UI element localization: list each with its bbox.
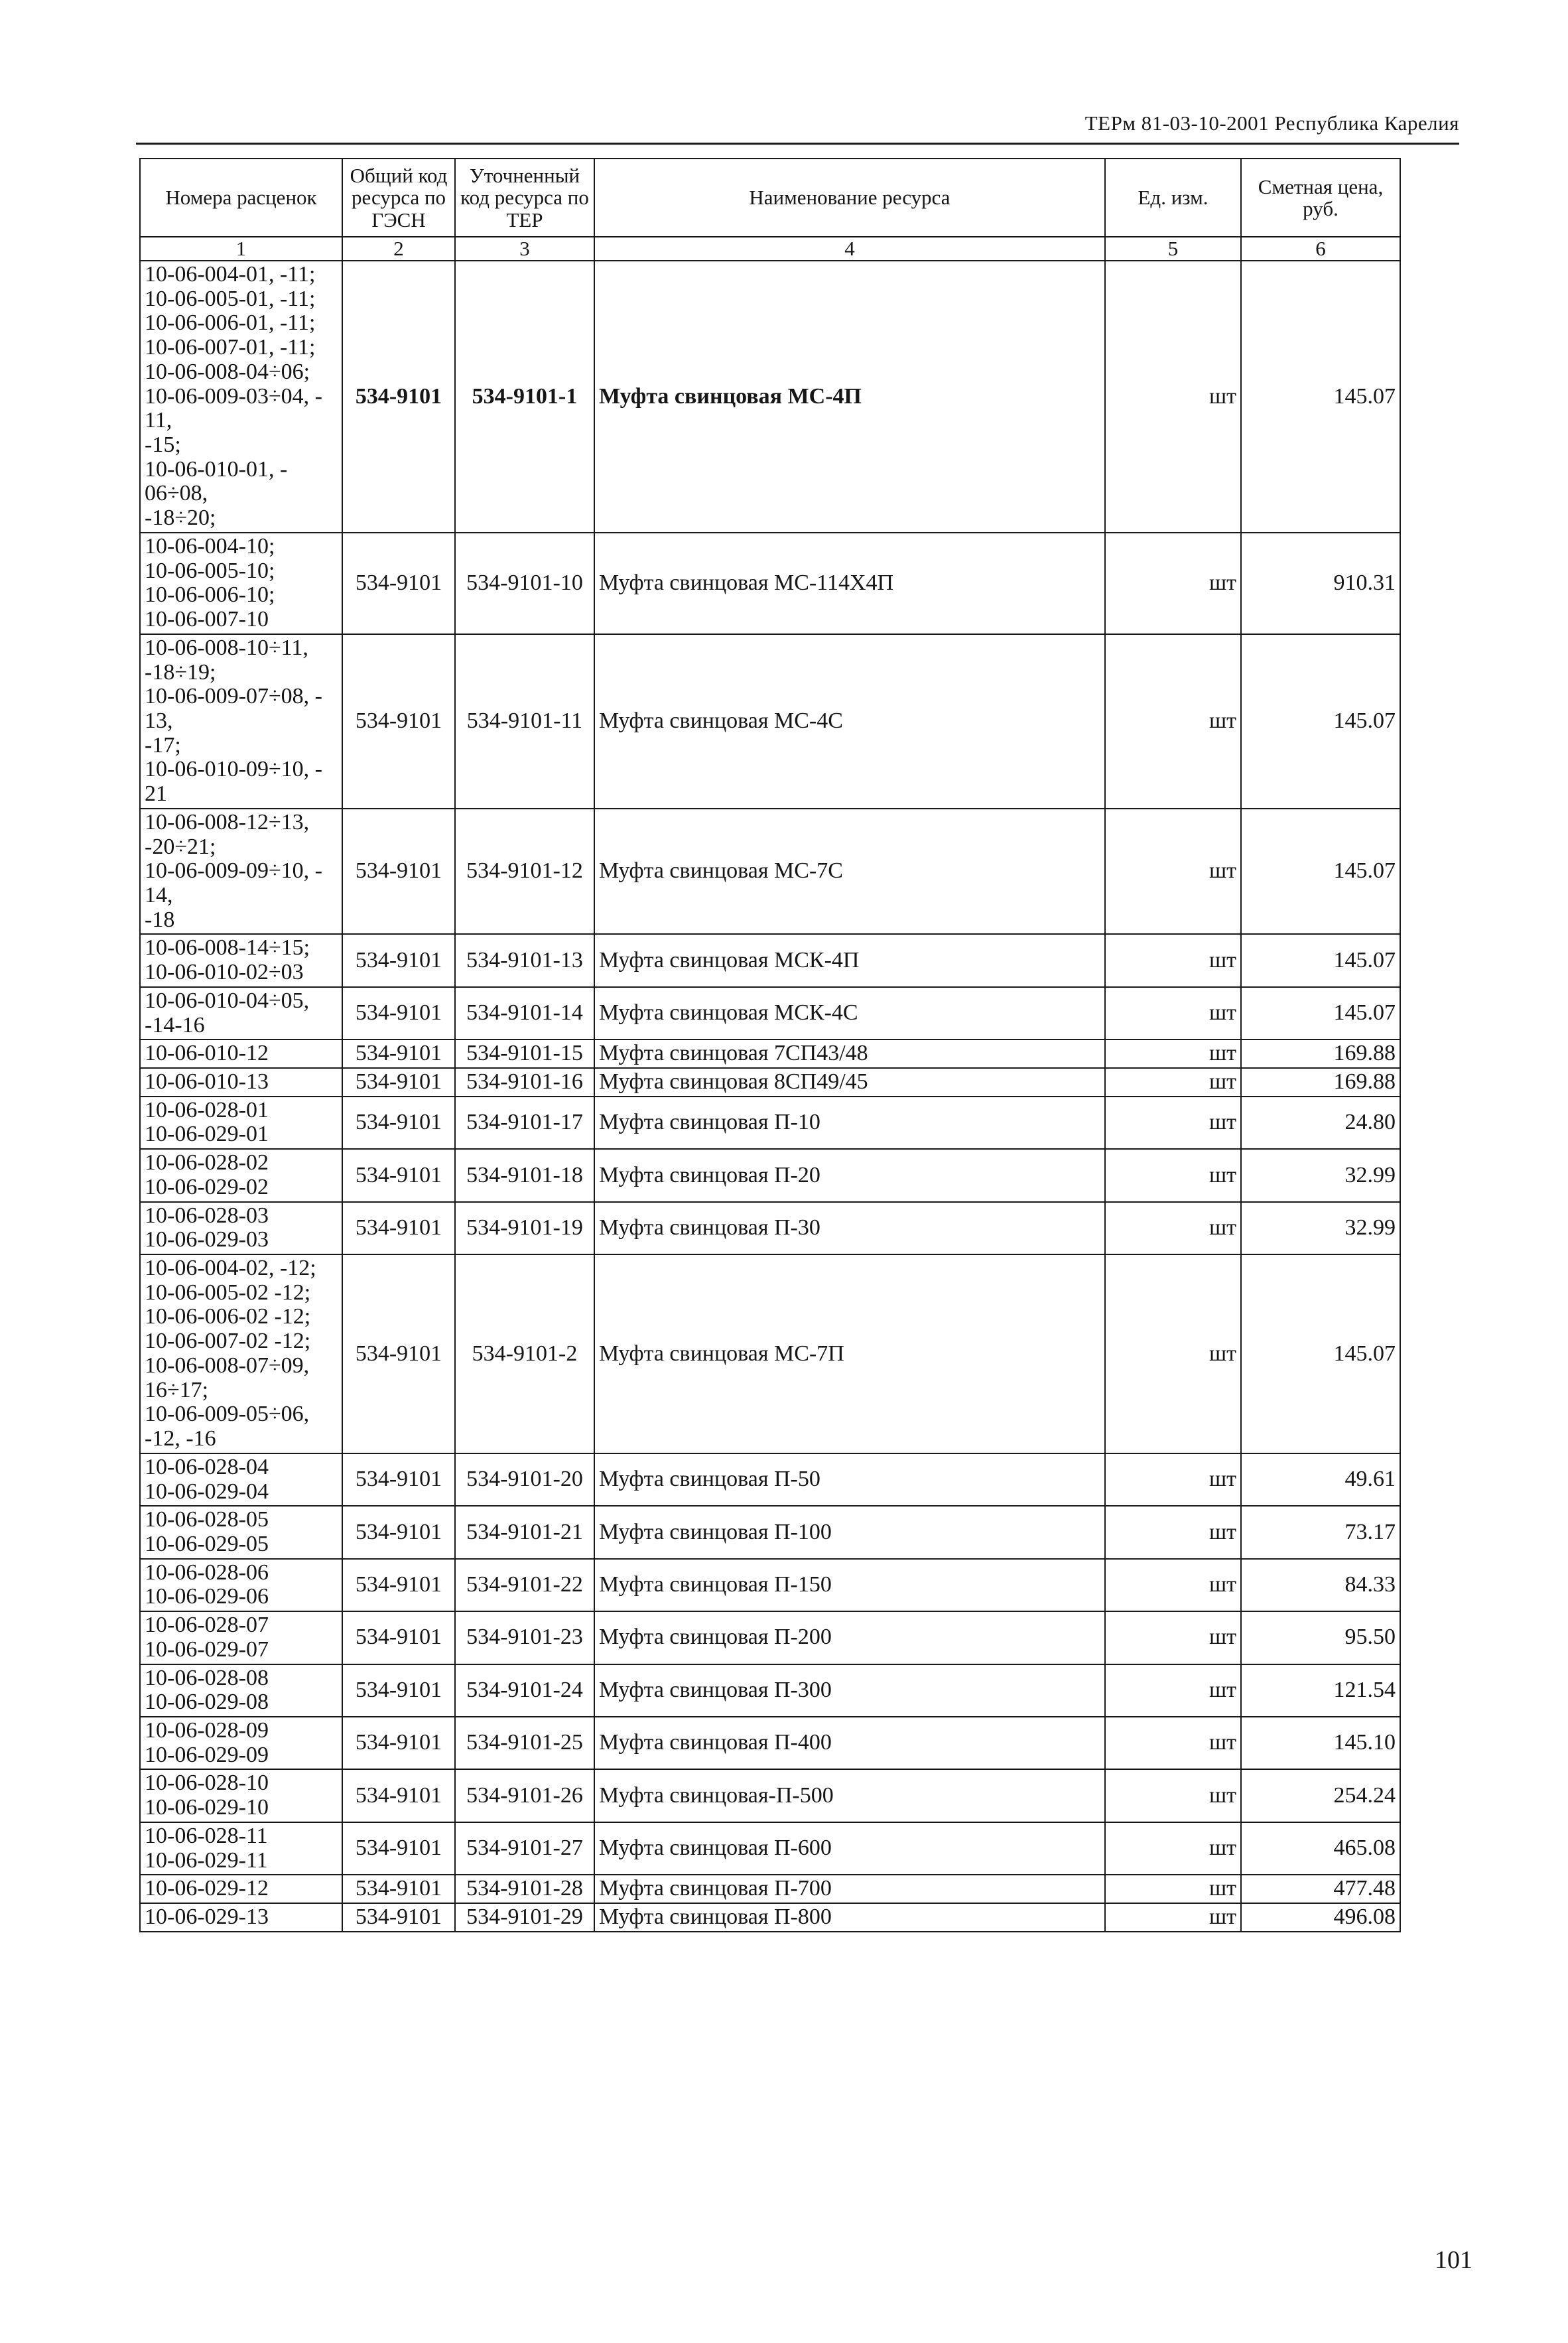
rate-number: -18÷19; — [145, 659, 216, 685]
resource-name-cell: Муфта свинцовая П-400 — [594, 1717, 1105, 1769]
rate-number: 10-06-006-10; — [145, 582, 275, 608]
rate-numbers-cell — [140, 1068, 342, 1097]
ter-code-cell: 534-9101-29 — [455, 1903, 594, 1932]
rate-numbers-cell — [140, 1506, 342, 1558]
rate-number: 10-06-028-05 — [145, 1507, 269, 1532]
unit-cell: шт — [1105, 1717, 1241, 1769]
rates-table — [139, 158, 1401, 1932]
rate-number: 10-06-008-10÷11, — [145, 635, 308, 660]
unit-cell: шт — [1105, 1875, 1241, 1903]
price-cell: 145.07 — [1241, 934, 1400, 986]
rate-numbers-cell — [140, 1822, 342, 1875]
resource-name-cell: Муфта свинцовая П-150 — [594, 1559, 1105, 1611]
gesn-code-cell: 534-9101 — [342, 533, 455, 634]
ter-code-cell: 534-9101-12 — [455, 809, 594, 935]
rate-number: 10-06-008-12÷13, — [145, 809, 310, 835]
resource-name-cell: Муфта свинцовая П-300 — [594, 1664, 1105, 1717]
gesn-code-cell: 534-9101 — [342, 934, 455, 986]
rate-number: 13, — [145, 708, 173, 733]
rate-number: 10-06-029-03 — [145, 1227, 269, 1252]
rate-numbers-cell — [140, 1903, 342, 1932]
ter-code-cell: 534-9101-26 — [455, 1769, 594, 1822]
rate-number: -18 — [145, 907, 175, 932]
col-header-unit: Ед. изм. — [1105, 159, 1241, 237]
price-cell: 169.88 — [1241, 1068, 1400, 1097]
page-number: 101 — [1435, 2246, 1472, 2274]
rate-number: 16÷17; — [145, 1377, 209, 1402]
table-row — [140, 987, 1400, 1039]
ter-code-cell: 534-9101-14 — [455, 987, 594, 1039]
ter-code-cell: 534-9101-24 — [455, 1664, 594, 1717]
ter-code-cell: 534-9101-27 — [455, 1822, 594, 1875]
ter-code-cell: 534-9101-22 — [455, 1559, 594, 1611]
rate-number: 10-06-010-02÷03 — [145, 960, 304, 985]
rate-numbers-cell — [140, 809, 342, 935]
ter-code-cell: 534-9101-13 — [455, 934, 594, 986]
rate-numbers-cell — [140, 1097, 342, 1149]
rate-numbers-cell — [140, 1559, 342, 1611]
ter-code-cell: 534-9101-10 — [455, 533, 594, 634]
rate-number: 06÷08, — [145, 481, 208, 506]
price-cell: 145.07 — [1241, 809, 1400, 935]
rate-number: 10-06-009-05÷06, — [145, 1402, 310, 1427]
rate-numbers-cell — [140, 1202, 342, 1254]
gesn-code-cell: 534-9101 — [342, 1097, 455, 1149]
price-cell: 73.17 — [1241, 1506, 1400, 1558]
table-row — [140, 1149, 1400, 1201]
rate-number: 10-06-029-06 — [145, 1584, 269, 1609]
rate-number: 10-06-004-10; — [145, 533, 275, 559]
rate-number: 10-06-009-07÷08, - — [145, 684, 322, 709]
unit-cell: шт — [1105, 261, 1241, 533]
price-cell: 95.50 — [1241, 1611, 1400, 1664]
rate-numbers-cell — [140, 1149, 342, 1201]
page-header-title: ТЕРм 81-03-10-2001 Республика Карелия — [1084, 111, 1459, 135]
resource-name-cell: Муфта свинцовая П-50 — [594, 1453, 1105, 1506]
rate-number: -14-16 — [145, 1012, 205, 1038]
gesn-code-cell: 534-9101 — [342, 1611, 455, 1664]
gesn-code-cell: 534-9101 — [342, 1149, 455, 1201]
gesn-code-cell: 534-9101 — [342, 1559, 455, 1611]
resource-name-cell: Муфта свинцовая МС-4С — [594, 634, 1105, 809]
ter-code-cell: 534-9101-16 — [455, 1068, 594, 1097]
resource-name-cell: Муфта свинцовая 7СП43/48 — [594, 1039, 1105, 1068]
rate-number: 10-06-028-09 — [145, 1717, 269, 1743]
rate-number: 10-06-010-04÷05, — [145, 988, 310, 1013]
rate-number: 10-06-028-02 — [145, 1150, 269, 1175]
rate-number: 10-06-029-01 — [145, 1122, 269, 1147]
unit-cell: шт — [1105, 1202, 1241, 1254]
ter-code-cell: 534-9101-18 — [455, 1149, 594, 1201]
unit-cell: шт — [1105, 1254, 1241, 1453]
table-row — [140, 1717, 1400, 1769]
rate-number: 10-06-007-10 — [145, 607, 269, 632]
price-cell: 910.31 — [1241, 533, 1400, 634]
rate-number: -12, -16 — [145, 1426, 216, 1451]
rate-numbers-cell — [140, 634, 342, 809]
resource-name-cell: Муфта свинцовая МСК-4П — [594, 934, 1105, 986]
resource-name-cell: Муфта свинцовая МС-7П — [594, 1254, 1105, 1453]
resource-name-cell: Муфта свинцовая МС-7С — [594, 809, 1105, 935]
unit-cell: шт — [1105, 1453, 1241, 1506]
gesn-code-cell: 534-9101 — [342, 261, 455, 533]
table-row — [140, 1254, 1400, 1453]
rate-number: 10-06-029-07 — [145, 1637, 269, 1662]
column-number: 4 — [594, 237, 1105, 261]
resource-name-cell: Муфта свинцовая П-100 — [594, 1506, 1105, 1558]
rate-number: 14, — [145, 882, 173, 907]
price-cell: 496.08 — [1241, 1903, 1400, 1932]
resource-name-cell: Муфта свинцовая П-700 — [594, 1875, 1105, 1903]
rate-number: 10-06-029-13 — [145, 1905, 269, 1929]
unit-cell: шт — [1105, 1664, 1241, 1717]
rate-number: 10-06-029-09 — [145, 1742, 269, 1767]
rate-numbers-cell — [140, 1769, 342, 1822]
rate-number: 10-06-028-03 — [145, 1203, 269, 1228]
resource-name-cell: Муфта свинцовая 8СП49/45 — [594, 1068, 1105, 1097]
rate-number: 10-06-010-13 — [145, 1069, 269, 1094]
rate-number: 10-06-009-09÷10, - — [145, 858, 322, 884]
col-header-price: Сметная цена, руб. — [1241, 159, 1400, 237]
col-header-resource-name: Наименование ресурса — [594, 159, 1105, 237]
gesn-code-cell: 534-9101 — [342, 1068, 455, 1097]
rate-numbers-cell — [140, 1664, 342, 1717]
rate-numbers-cell — [140, 1254, 342, 1453]
rate-number: 10-06-028-01 — [145, 1097, 269, 1122]
unit-cell: шт — [1105, 1097, 1241, 1149]
table-header — [140, 159, 1400, 237]
price-cell: 145.07 — [1241, 634, 1400, 809]
rate-number: 10-06-005-10; — [145, 558, 275, 583]
rate-number: 10-06-007-02 -12; — [145, 1329, 311, 1354]
gesn-code-cell: 534-9101 — [342, 1769, 455, 1822]
ter-code-cell: 534-9101-17 — [455, 1097, 594, 1149]
column-number-row — [140, 237, 1400, 261]
table-row — [140, 1097, 1400, 1149]
rate-number: 10-06-010-12 — [145, 1041, 269, 1066]
ter-code-cell: 534-9101-11 — [455, 634, 594, 809]
table-row — [140, 1664, 1400, 1717]
gesn-code-cell: 534-9101 — [342, 1039, 455, 1068]
rate-number: 21 — [145, 781, 167, 807]
unit-cell: шт — [1105, 1068, 1241, 1097]
gesn-code-cell: 534-9101 — [342, 809, 455, 935]
table-row — [140, 1068, 1400, 1097]
ter-code-cell: 534-9101-23 — [455, 1611, 594, 1664]
ter-code-cell: 534-9101-25 — [455, 1717, 594, 1769]
gesn-code-cell: 534-9101 — [342, 1453, 455, 1506]
price-cell: 121.54 — [1241, 1664, 1400, 1717]
unit-cell: шт — [1105, 634, 1241, 809]
gesn-code-cell: 534-9101 — [342, 1202, 455, 1254]
rate-number: 10-06-029-10 — [145, 1795, 269, 1820]
price-cell: 145.07 — [1241, 1254, 1400, 1453]
resource-name-cell: Муфта свинцовая П-200 — [594, 1611, 1105, 1664]
unit-cell: шт — [1105, 533, 1241, 634]
gesn-code-cell: 534-9101 — [342, 634, 455, 809]
col-header-gesn-code: Общий код ресурса по ГЭСН — [342, 159, 455, 237]
unit-cell: шт — [1105, 1506, 1241, 1558]
rate-number: 10-06-029-05 — [145, 1531, 269, 1556]
table-row — [140, 261, 1400, 533]
rate-number: 10-06-029-12 — [145, 1876, 269, 1901]
price-cell: 24.80 — [1241, 1097, 1400, 1149]
table-row — [140, 1559, 1400, 1611]
gesn-code-cell: 534-9101 — [342, 1903, 455, 1932]
rate-number: 10-06-028-11 — [145, 1823, 268, 1848]
resource-name-cell: Муфта свинцовая П-20 — [594, 1149, 1105, 1201]
rate-number: -15; — [145, 433, 181, 458]
rate-number: 10-06-004-02, -12; — [145, 1256, 316, 1281]
rate-numbers-cell — [140, 533, 342, 634]
column-number: 3 — [455, 237, 594, 261]
rate-number: 10-06-029-08 — [145, 1690, 269, 1715]
resource-name-cell: Муфта свинцовая П-10 — [594, 1097, 1105, 1149]
rate-number: 10-06-028-10 — [145, 1771, 269, 1796]
rate-number: 10-06-007-01, -11; — [145, 335, 316, 360]
resource-name-cell: Муфта свинцовая П-600 — [594, 1822, 1105, 1875]
price-cell: 169.88 — [1241, 1039, 1400, 1068]
unit-cell: шт — [1105, 1149, 1241, 1201]
table-row — [140, 1611, 1400, 1664]
price-cell: 145.10 — [1241, 1717, 1400, 1769]
gesn-code-cell: 534-9101 — [342, 1822, 455, 1875]
rate-number: 10-06-006-02 -12; — [145, 1304, 311, 1329]
gesn-code-cell: 534-9101 — [342, 987, 455, 1039]
gesn-code-cell: 534-9101 — [342, 1506, 455, 1558]
column-number: 1 — [140, 237, 342, 261]
rate-number: -20÷21; — [145, 834, 216, 859]
rate-numbers-cell — [140, 934, 342, 986]
rate-number: 10-06-009-03÷04, - — [145, 383, 322, 409]
price-cell: 465.08 — [1241, 1822, 1400, 1875]
table-row — [140, 1039, 1400, 1068]
table-row — [140, 634, 1400, 809]
rate-number: 10-06-008-04÷06; — [145, 359, 310, 384]
col-header-rate-numbers: Номера расценок — [140, 159, 342, 237]
rate-number: 10-06-028-06 — [145, 1560, 269, 1585]
unit-cell: шт — [1105, 1611, 1241, 1664]
ter-code-cell: 534-9101-2 — [455, 1254, 594, 1453]
rate-numbers-cell — [140, 1611, 342, 1664]
rate-number: 10-06-028-08 — [145, 1665, 269, 1690]
rate-number: 10-06-005-02 -12; — [145, 1280, 311, 1305]
ter-code-cell: 534-9101-1 — [455, 261, 594, 533]
header-row — [140, 159, 1400, 237]
rate-number: 11, — [145, 408, 172, 433]
table-row — [140, 1202, 1400, 1254]
price-cell: 32.99 — [1241, 1202, 1400, 1254]
ter-code-cell: 534-9101-20 — [455, 1453, 594, 1506]
rate-number: -18÷20; — [145, 505, 216, 531]
column-number: 5 — [1105, 237, 1241, 261]
rate-number: 10-06-008-07÷09, — [145, 1353, 310, 1378]
unit-cell: шт — [1105, 1769, 1241, 1822]
price-cell: 254.24 — [1241, 1769, 1400, 1822]
rate-numbers-cell — [140, 1039, 342, 1068]
resource-name-cell: Муфта свинцовая МСК-4С — [594, 987, 1105, 1039]
price-cell: 32.99 — [1241, 1149, 1400, 1201]
unit-cell: шт — [1105, 934, 1241, 986]
rate-number: 10-06-029-11 — [145, 1847, 268, 1873]
table-row — [140, 1506, 1400, 1558]
resource-name-cell: Муфта свинцовая П-800 — [594, 1903, 1105, 1932]
rate-number: 10-06-008-14÷15; — [145, 935, 310, 961]
table-row — [140, 1903, 1400, 1932]
ter-code-cell: 534-9101-15 — [455, 1039, 594, 1068]
rate-number: 10-06-006-01, -11; — [145, 310, 316, 336]
unit-cell: шт — [1105, 1039, 1241, 1068]
rate-numbers-cell — [140, 1717, 342, 1769]
table-row — [140, 1769, 1400, 1822]
gesn-code-cell: 534-9101 — [342, 1254, 455, 1453]
rate-number: 10-06-028-04 — [145, 1454, 269, 1479]
rate-numbers-cell — [140, 987, 342, 1039]
price-cell: 84.33 — [1241, 1559, 1400, 1611]
unit-cell: шт — [1105, 987, 1241, 1039]
gesn-code-cell: 534-9101 — [342, 1717, 455, 1769]
resource-name-cell: Муфта свинцовая МС-114Х4П — [594, 533, 1105, 634]
rate-numbers-cell — [140, 261, 342, 533]
table-row — [140, 1875, 1400, 1903]
ter-code-cell: 534-9101-21 — [455, 1506, 594, 1558]
rate-number: 10-06-004-01, -11; — [145, 262, 316, 287]
table-row — [140, 1822, 1400, 1875]
rate-number: 10-06-028-07 — [145, 1613, 269, 1638]
price-cell: 49.61 — [1241, 1453, 1400, 1506]
rate-number: -17; — [145, 732, 181, 758]
rate-number: 10-06-010-01, - — [145, 456, 288, 482]
rates-table-container — [139, 158, 1400, 1932]
table-body — [140, 237, 1400, 1932]
table-row — [140, 934, 1400, 986]
header-rule — [136, 143, 1459, 145]
rate-number: 10-06-010-09÷10, - — [145, 757, 322, 782]
unit-cell: шт — [1105, 1559, 1241, 1611]
resource-name-cell: Муфта свинцовая П-30 — [594, 1202, 1105, 1254]
ter-code-cell: 534-9101-28 — [455, 1875, 594, 1903]
rate-numbers-cell — [140, 1875, 342, 1903]
column-number: 6 — [1241, 237, 1400, 261]
table-row — [140, 809, 1400, 935]
price-cell: 145.07 — [1241, 261, 1400, 533]
column-number: 2 — [342, 237, 455, 261]
rate-numbers-cell — [140, 1453, 342, 1506]
resource-name-cell: Муфта свинцовая МС-4П — [594, 261, 1105, 533]
ter-code-cell: 534-9101-19 — [455, 1202, 594, 1254]
gesn-code-cell: 534-9101 — [342, 1664, 455, 1717]
table-row — [140, 1453, 1400, 1506]
rate-number: 10-06-029-04 — [145, 1479, 269, 1504]
price-cell: 477.48 — [1241, 1875, 1400, 1903]
price-cell: 145.07 — [1241, 987, 1400, 1039]
unit-cell: шт — [1105, 809, 1241, 935]
unit-cell: шт — [1105, 1903, 1241, 1932]
col-header-ter-code: Уточненный код ресурса по ТЕР — [455, 159, 594, 237]
rate-number: 10-06-005-01, -11; — [145, 286, 316, 311]
table-row — [140, 533, 1400, 634]
rate-number: 10-06-029-02 — [145, 1174, 269, 1199]
gesn-code-cell: 534-9101 — [342, 1875, 455, 1903]
unit-cell: шт — [1105, 1822, 1241, 1875]
resource-name-cell: Муфта свинцовая-П-500 — [594, 1769, 1105, 1822]
